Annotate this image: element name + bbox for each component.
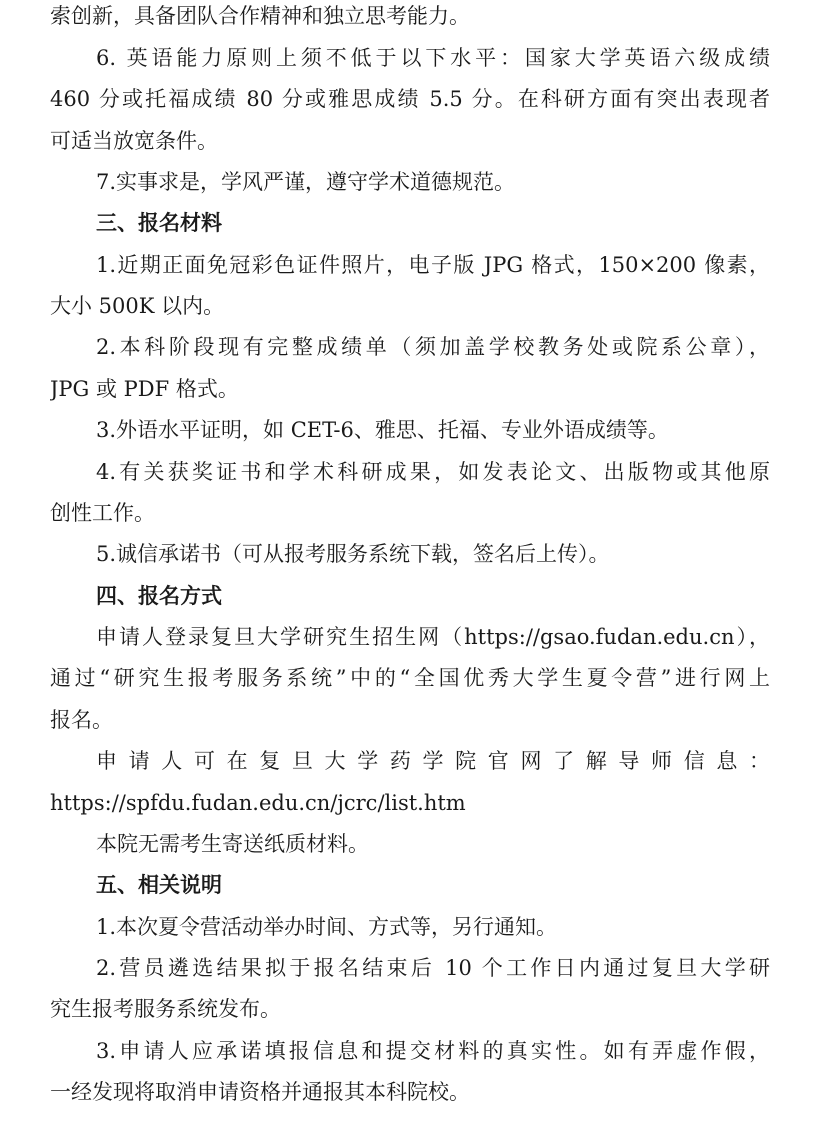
text-line: 本院无需考生寄送纸质材料。 xyxy=(96,832,369,856)
text-line: 通过“研究生报考服务系统”中的“全国优秀大学生夏令营”进行网上 xyxy=(50,666,770,690)
text-line: 申请人可在复旦大学药学院官网了解导师信息： xyxy=(96,749,770,773)
text-line: 3.外语水平证明，如 CET-6、雅思、托福、专业外语成绩等。 xyxy=(96,418,669,442)
text-line: 大小 500K 以内。 xyxy=(50,294,225,318)
section-heading: 四、报名方式 xyxy=(96,584,222,608)
text-line: 2.本科阶段现有完整成绩单（须加盖学校教务处或院系公章）， xyxy=(96,335,770,359)
text-line: 究生报考服务系统发布。 xyxy=(50,997,281,1021)
text-line: 1.近期正面免冠彩色证件照片，电子版 JPG 格式，150×200 像素， xyxy=(96,253,770,277)
text-line: 一经发现将取消申请资格并通报其本科院校。 xyxy=(50,1080,470,1104)
text-line: 2.营员遴选结果拟于报名结束后 10 个工作日内通过复旦大学研 xyxy=(96,956,770,980)
text-line: 7.实事求是，学风严谨，遵守学术道德规范。 xyxy=(96,170,516,194)
section-heading: 三、报名材料 xyxy=(96,211,222,235)
text-line: 可适当放宽条件。 xyxy=(50,129,218,153)
text-line: 5.诚信承诺书（可从报考服务系统下载，签名后上传）。 xyxy=(96,542,610,566)
text-line: 报名。 xyxy=(50,708,113,732)
text-line: 460 分或托福成绩 80 分或雅思成绩 5.5 分。在科研方面有突出表现者 xyxy=(50,87,770,111)
text-line: 4.有关获奖证书和学术科研成果，如发表论文、出版物或其他原 xyxy=(96,460,770,484)
text-line: 创性工作。 xyxy=(50,501,155,525)
text-line: 3.申请人应承诺填报信息和提交材料的真实性。如有弄虚作假， xyxy=(96,1039,770,1063)
url-line: https://spfdu.fudan.edu.cn/jcrc/list.htm xyxy=(50,791,466,815)
text-line: 申请人登录复旦大学研究生招生网（https://gsao.fudan.edu.cn）， xyxy=(96,625,770,649)
text-line: 1.本次夏令营活动举办时间、方式等，另行通知。 xyxy=(96,915,558,939)
text-line: JPG 或 PDF 格式。 xyxy=(50,377,239,401)
text-line: 索创新，具备团队合作精神和独立思考能力。 xyxy=(50,4,470,28)
text-line: 6. 英语能力原则上须不低于以下水平：国家大学英语六级成绩 xyxy=(96,46,770,70)
section-heading: 五、相关说明 xyxy=(96,873,222,897)
